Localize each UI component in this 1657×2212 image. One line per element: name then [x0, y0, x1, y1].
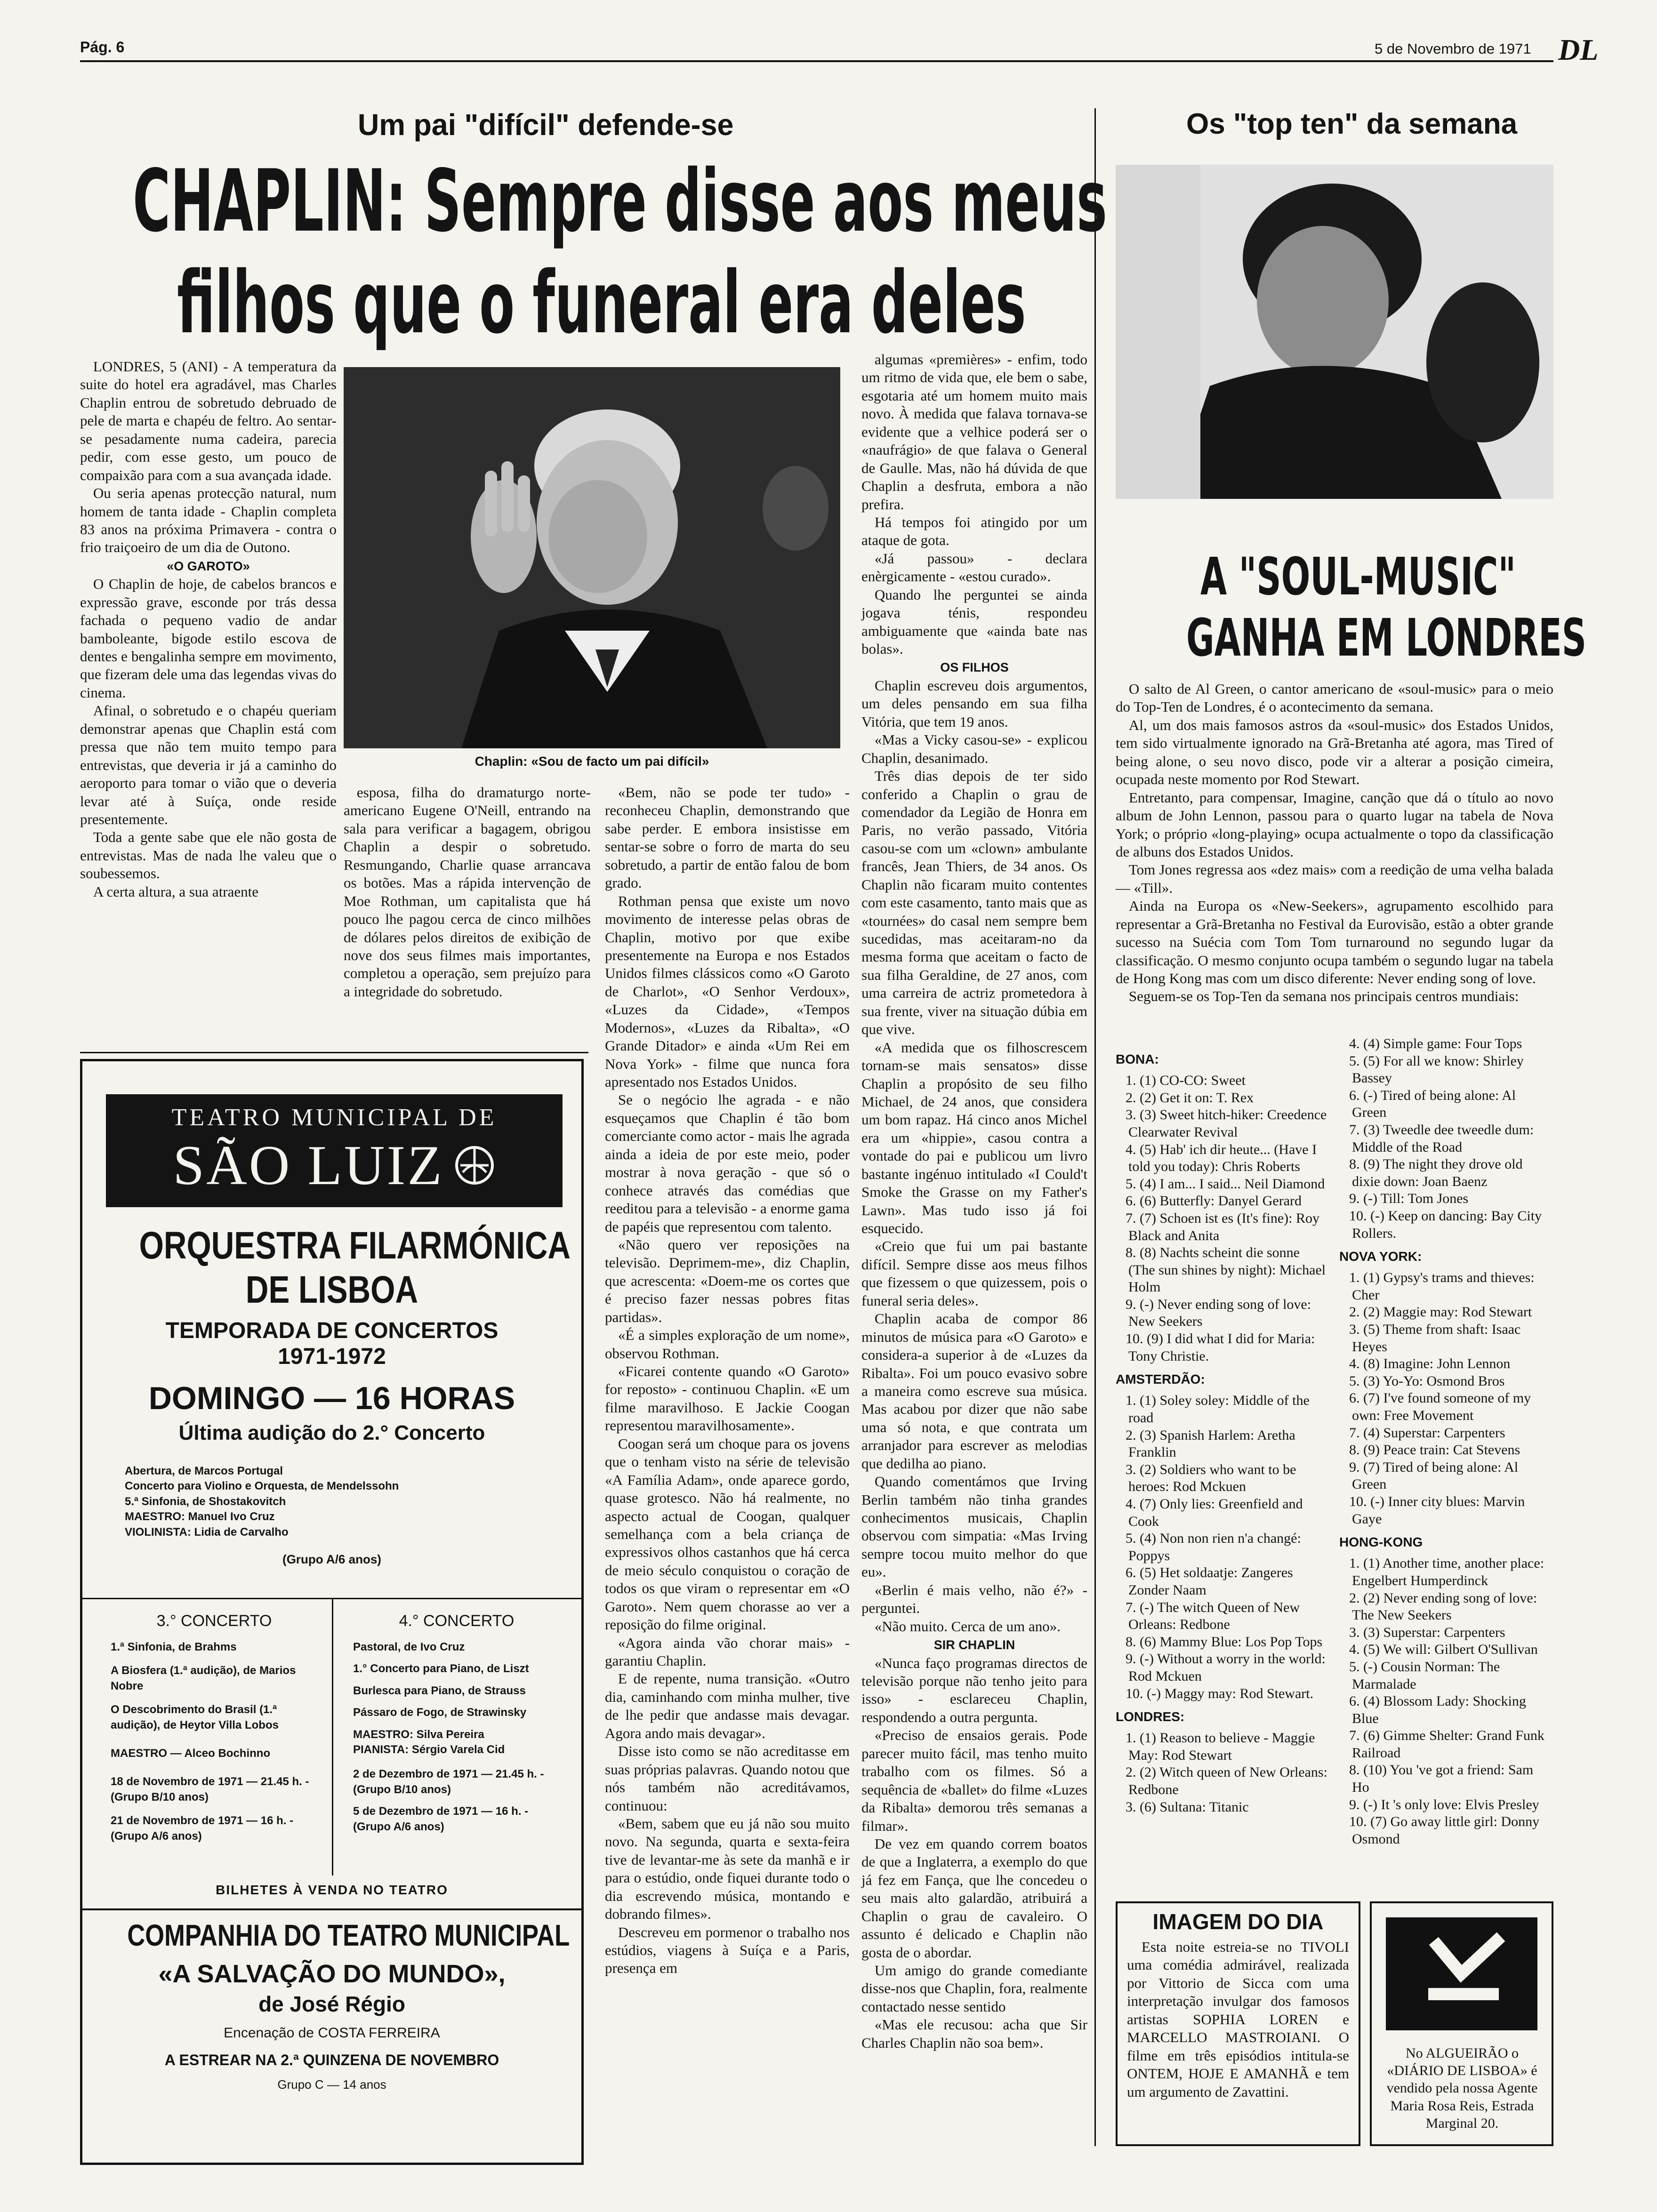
- chart-entry: 9. (-) Till: Tom Jones: [1349, 1191, 1469, 1207]
- article-col1-top: [80, 358, 337, 901]
- concert4-item: 5 de Dezembro de 1971 — 16 h. - (Grupo A/6 anos): [353, 1805, 529, 1833]
- article-col4: [861, 351, 1087, 2052]
- play-author: de José Régio: [258, 1992, 405, 2016]
- paragraph: Disse isto como se não acreditasse em suas próprias palavras. Quando notou que nós também não acreditávamos, continuou:: [605, 1743, 850, 1814]
- chart-entry: 2. (2) Get it on: T. Rex: [1126, 1090, 1254, 1106]
- article-col2: [344, 784, 591, 1001]
- paragraph: «É a simples exploração de um nome», observou Rothman.: [605, 1327, 850, 1362]
- chart-entry: 9. (7) Tired of being alone: Al Green: [1349, 1459, 1519, 1492]
- paragraph: A certa altura, a sua atraente: [93, 883, 259, 900]
- company-block: [82, 1918, 581, 2092]
- orchestra-line2: DE LISBOA: [245, 1268, 418, 1311]
- subhead-os-filhos: OS FILHOS: [940, 660, 1009, 675]
- paragraph: algumas «premières» - enfim, todo um ritmo de vida que, ele bem o sabe, esgotaria até um homem muito mais novo. À medida que falava tornava-se evidente que a velhice poderá ser o «naufrágio» de que falava o General de Gaulle. Mas, não há dúvida de que Chaplin a desfruta, embora a não prefira.: [861, 351, 1087, 513]
- city-new-york: NOVA YORK:: [1339, 1249, 1422, 1264]
- paragraph: Seguem-se os Top-Ten da semana nos principais centros mundiais:: [1128, 988, 1519, 1005]
- chart-entry: 6. (4) Blossom Lady: Shocking Blue: [1349, 1693, 1526, 1726]
- paragraph: esposa, filha do dramaturgo norte-americano Eugene O'Neill, entrando na sala para verificar a bagagem, obrigou Chaplin a despir o sobretudo. Resmungando, Charlie quase arrancava os botões. Mas a rápida intervenção de Moe Rothman, um capitalista que há pouco lhe pagou cerca de cinco milhões de dólares pelos direitos de exibição de nove dos seus filmes mais importantes, completou a operação, sem prejuízo para a integridade do sobretudo.: [344, 784, 591, 1000]
- concert-day-time: DOMINGO — 16 HORAS: [148, 1380, 515, 1416]
- program-item: VIOLINISTA: Lidia de Carvalho: [125, 1525, 289, 1539]
- paragraph: Afinal, o sobretudo e o chapéu queriam demonstrar apenas que Chaplin está com pressa que não tem muito tempo para entrevistas, que deveria ir já a caminho do aeroporto para tomar o vião que o deveria levar até à Suíça, onde reside presentemente.: [80, 702, 337, 827]
- paragraph: Quando comentámos que Irving Berlin também não tinha grandes conhecimentos musicais, Chaplin observou com simpatia: «Mas Irving sempre tocou muito melhor do que eu».: [861, 1473, 1087, 1580]
- music-kicker: Os "top ten" da semana: [1186, 108, 1518, 140]
- paragraph: Coogan será um choque para os jovens que o tenham visto na série de televisão «A Família Adam», onde aparece gordo, quase grotesco. Não há realmente, no aspecto actual de Coogan, qualquer semelhança com a bela criança de expressivos olhos castanhos que há cerca de meio século conquistou o coração de todos os que viram o representar em «O Garoto». Nem quem chorasse ao ver a reposição do filme original.: [605, 1435, 850, 1633]
- promo-box: [1370, 1901, 1553, 2146]
- chart-entry: 6. (6) Butterfly: Danyel Gerard: [1126, 1193, 1302, 1209]
- season-line2: 1971-1972: [278, 1344, 386, 1369]
- chart-entry: 4. (5) We will: Gilbert O'Sullivan: [1349, 1642, 1538, 1658]
- concert3-item: A Biosfera (1.ª audição), de Marios Nobre: [111, 1664, 296, 1692]
- paragraph: «Nunca faço programas directos de televisão porque não tenho jeito para isso» - esclareceu Chaplin, respondendo a outra pergunta.: [861, 1654, 1087, 1725]
- concert3: [111, 1612, 318, 1844]
- page-number: Pág. 6: [80, 39, 125, 56]
- paragraph: Al, um dos mais famosos astros da «soul-music» dos Estados Unidos, tem sido virtualmente ignorado na Grã-Bretanha até agora, mas Tired of being alone, o seu novo disco, pode vir a alterar a posição cimeira, ocupada neste momento por Rod Stewart.: [1116, 716, 1553, 788]
- paragraph: «Bem, sabem que eu já não sou muito novo. Na segunda, quarta e sexta-feira tive de levantar-me às sete da manhã e ir para o estúdio, onde fiquei durante todo o dia escrevendo música, montando e dobrando filmes».: [605, 1815, 850, 1923]
- charts-col-left: [1116, 1045, 1330, 1816]
- play-staging: Encenação de COSTA FERREIRA: [224, 2025, 440, 2041]
- age-group: (Grupo A/6 anos): [282, 1552, 381, 1566]
- concert4-title: 4.° CONCERTO: [399, 1612, 515, 1630]
- paragraph: «Preciso de ensaios gerais. Pode parecer muito fácil, mas tenho muito trabalho com os filmes. Só a sequência de «ballet» do filme «Luzes da Ribalta» demorou três semanas a filmar».: [861, 1727, 1087, 1834]
- paragraph: «Ficarei contente quando «O Garoto» for reposto» - continuou Chaplin. «E um filme maravilhoso. E Jackie Coogan representou maravilhosamente».: [605, 1363, 850, 1434]
- play-age-group: Grupo C — 14 anos: [277, 2077, 386, 2092]
- concert4-item: Burlesca para Piano, de Strauss: [353, 1684, 526, 1697]
- subhead-o-garoto: «O GAROTO»: [167, 559, 250, 573]
- chart-entry: 8. (8) Nachts scheint die sonne (The sun shines by night): Michael Holm: [1126, 1245, 1326, 1295]
- music-headline-1: A "SOUL-MUSIC": [1200, 546, 1516, 607]
- chart-entry: 4. (8) Imagine: John Lennon: [1349, 1356, 1511, 1372]
- paragraph: Entretanto, para compensar, Imagine, canção que dá o título ao novo album de John Lennon, passou para o quarto lugar na tabela de Nova York; o próprio «long-playing» ocupa actualmente o topo da classificação de albuns dos Estados Unidos.: [1116, 789, 1553, 860]
- theatre-name-big: SÃO LUIZ: [173, 1134, 444, 1196]
- theatre-emblem-icon: [453, 1144, 496, 1186]
- theatre-name-small: TEATRO MUNICIPAL DE: [171, 1104, 497, 1131]
- singer-photo: [1116, 165, 1553, 499]
- paragraph: Há tempos foi atingido por um ataque de gota.: [861, 513, 1087, 549]
- chart-entry: 8. (10) You 've got a friend: Sam Ho: [1349, 1762, 1534, 1795]
- photo-caption: Chaplin: «Sou de facto um pai difícil»: [475, 754, 709, 769]
- chaplin-photo: [344, 367, 840, 748]
- paragraph: Toda a gente sabe que ele não gosta de entrevistas. Mas de nada lhe valeu que o soubessemos.: [80, 829, 337, 882]
- city-london: LONDRES:: [1116, 1709, 1185, 1724]
- chart-entry: 9. (-) Without a worry in the world: Rod Mckuen: [1126, 1651, 1326, 1684]
- program-item: Abertura, de Marcos Portugal: [125, 1465, 283, 1477]
- article-col3: [605, 784, 850, 1978]
- paragraph: Se o negócio lhe agrada - e não esqueçamos que Chaplin é tão bom comerciante como actor - mais lhe agrada ainda a ideia de por este meio, poder mostrar à nova geração - que só o conhece através das comédias que reeditou para a televisão - a enorme gama de papéis que representou com talento.: [605, 1091, 850, 1235]
- concert4-item: Pássaro de Fogo, de Strawinsky: [353, 1706, 527, 1719]
- paragraph: Descreveu em pormenor o trabalho nos estúdios, viagens à Suíça e a Paris, presença em: [605, 1923, 850, 1977]
- imagem-do-dia-box: [1116, 1901, 1360, 2146]
- chart-entry: 2. (2) Maggie may: Rod Stewart: [1349, 1304, 1532, 1320]
- publisher-logo-icon: [1386, 1917, 1537, 2030]
- concert4-item: Pastoral, de Ivo Cruz: [353, 1641, 465, 1653]
- paragraph: Três dias depois de ter sido conferido a Chaplin o grau de comendador da Legião de Honra em Paris, no verão passado, Vitória casou-se com um «clown» ambulante francês, Jean Thiers, de 34 anos. Os Chaplin não ficaram muito contentes com este casamento, tanto mais que as «tournées» do casal nem sempre bem sucedidas, mas aceitaram-no da mesma forma que aceitam o facto de sua filha Geraldine, de 27 anos, com uma carreira de actriz prometedora à sua frente, viver na situação dúbia em que vive.: [861, 768, 1087, 1038]
- chart-entry: 3. (5) Theme from shaft: Isaac Heyes: [1349, 1322, 1521, 1354]
- chart-entry: 10. (-) Maggy may: Rod Stewart.: [1126, 1685, 1314, 1701]
- chart-entry: 5. (-) Cousin Norman: The Marmalade: [1349, 1659, 1500, 1692]
- paragraph: O Chaplin de hoje, de cabelos brancos e expressão grave, esconde por trás dessa fachada o pequeno vadio de andar bamboleante, bigode estilo escova de dentes e bengalinha sempre em movimento, que fizeram dele uma das legendas vivas do cinema.: [80, 576, 337, 701]
- subhead-sir-chaplin: SIR CHAPLIN: [933, 1638, 1015, 1652]
- chart-entry: 1. (1) Gypsy's trams and thieves: Cher: [1349, 1270, 1535, 1303]
- paragraph: «Já passou» - declara enèrgicamente - «estou curado».: [861, 550, 1087, 585]
- paragraph: O salto de Al Green, o cantor americano de «soul-music» para o meio do Top-Ten de Londres, é o acontecimento da semana.: [1116, 681, 1553, 715]
- paragraph: «A medida que os filhoscrescem tornam-se mais sensatos» disse Chaplin a propósito de seu filho Michael, de 24 anos, que considera um bom rapaz. Há cinco anos Michel era um «hippie», casou contra a vontade do pai e publicou um livro bastante ingénuo intitulado «I Could't Smoke the Grasse on my Father's Lawn». Mas tudo isso já foi esquecido.: [861, 1039, 1087, 1237]
- chaplin-portrait-icon: [344, 367, 840, 748]
- chart-entry: 6. (7) I've found someone of my own: Free Movement: [1349, 1390, 1531, 1424]
- chart-entry: 2. (2) Never ending song of love: The New Seekers: [1349, 1590, 1537, 1623]
- chart-entry: 3. (2) Soldiers who want to be heroes: Rod Mckuen: [1126, 1461, 1296, 1495]
- chart-entry: 1. (1) CO-CO: Sweet: [1126, 1073, 1246, 1089]
- chart-entry: 5. (4) I am... I said... Neil Diamond: [1126, 1176, 1325, 1192]
- program-item: MAESTRO: Manuel Ivo Cruz: [125, 1510, 275, 1523]
- paragraph: Quando lhe perguntei se ainda jogava ténis, respondeu ambiguamente que «ainda bate nas bolas».: [861, 586, 1087, 657]
- paragraph: LONDRES, 5 (ANI) - A temperatura da suite do hotel era agradável, mas Charles Chaplin entrou de sobretudo debruado de pele de marta e chapéu de feltro. Ao sentar-se pesadamente numa cadeira, parecia pedir, com esse gesto, um pouco de compaixão para com a sua avançada idade.: [80, 358, 337, 483]
- singer-portrait-icon: [1116, 165, 1553, 499]
- music-intro: [1116, 680, 1553, 1006]
- concert4-item: PIANISTA: Sérgio Varela Cid: [353, 1743, 505, 1756]
- promo-logo: [1386, 1917, 1537, 2030]
- concert3-item: O Descobrimento do Brasil (1.ª audição), de Heytor Villa Lobos: [111, 1703, 279, 1731]
- program-item: Concerto para Violino e Orquesta, de Mendelssohn: [125, 1480, 399, 1493]
- paragraph: «Não muito. Cerca de um ano».: [874, 1618, 1061, 1635]
- chart-entry: 7. (-) The witch Queen of New Orleans: Redbone: [1126, 1599, 1300, 1633]
- chart-entry: 1. (1) Another time, another place: Engelbert Humperdinck: [1349, 1555, 1544, 1588]
- paragraph: Rothman pensa que existe um novo movimento de interesse pelas obras de Chaplin, motivo por que exibe presentemente na Europa e nos Estados Unidos filmes clássicos como «O Garoto de Charlot», «O Senhor Verdoux», «Luzes da Cidade», «Tempos Modernos», «Luzes da Ribalta», «O Grande Ditador» e ainda «Um Rei em Nova York» - filme que nunca fora apresentado nos Estados Unidos.: [605, 892, 850, 1090]
- concert3-item: 18 de Novembro de 1971 — 21.45 h. - (Grupo B/10 anos): [111, 1775, 309, 1803]
- ad-col-rule: [332, 1598, 333, 1875]
- paragraph: «Mas ele recusou: acha que Sir Charles Chaplin não soa bem».: [861, 2016, 1087, 2051]
- chart-entry: 2. (3) Spanish Harlem: Aretha Franklin: [1126, 1427, 1295, 1460]
- chart-entry: 10. (7) Go away little girl: Donny Osmond: [1349, 1814, 1540, 1847]
- chart-entry: 9. (-) It 's only love: Elvis Presley: [1349, 1796, 1539, 1812]
- chart-entry: 3. (3) Superstar: Carpenters: [1349, 1624, 1505, 1640]
- concert3-item: 1.ª Sinfonia, de Brahms: [111, 1641, 237, 1653]
- chart-entry: 3. (6) Sultana: Titanic: [1126, 1799, 1249, 1815]
- theatre-ad: [80, 1059, 584, 2165]
- chart-entry: 7. (3) Tweedle dee tweedle dum: Middle of the Road: [1349, 1122, 1534, 1155]
- paragraph: Chaplin escreveu dois argumentos, um deles pensando em sua filha Vitória, que tem 19 anos.: [861, 677, 1087, 730]
- city-bona: BONA:: [1116, 1052, 1159, 1066]
- ad-top-rule: [80, 1052, 588, 1053]
- chart-entry: 4. (4) Simple game: Four Tops: [1349, 1036, 1522, 1051]
- concert4-item: 2 de Dezembro de 1971 — 21.45 h. - (Grupo B/10 anos): [353, 1768, 544, 1796]
- music-headline-2: GANHA EM LONDRES: [1186, 608, 1587, 668]
- article-headline-1: CHAPLIN: Sempre disse aos meus: [133, 151, 1107, 251]
- promo-text: No ALGUEIRÃO o «DIÁRIO DE LISBOA» é vendido pela nossa Agente Maria Rosa Reis, Estrada Marginal 20.: [1386, 2045, 1538, 2131]
- paragraph: Tom Jones regressa aos «dez mais» com a reedição de uma velha balada — «Till».: [1116, 861, 1553, 896]
- paragraph: Chaplin acaba de compor 86 minutos de música para «O Garoto» e considera-a superior à de «Luzes da Ribalta». Foi um pouco evasivo sobre a maneira como escreve sua música. Mas acabou por dizer que não sabe uma só nota, e que contrata um arranjador para escrever as melodias que dedilha ao piano.: [861, 1310, 1087, 1472]
- city-hong-kong: HONG-KONG: [1339, 1535, 1423, 1550]
- concert4: [353, 1612, 560, 1835]
- paragraph: Um amigo do grande comediante disse-nos que Chaplin, fora, realmente contactado nesse sentido: [861, 1962, 1087, 2015]
- concert3-item: 21 de Novembro de 1971 — 16 h. - (Grupo A/6 anos): [111, 1814, 294, 1843]
- paragraph: «Agora ainda vão chorar mais» - garantiu Chaplin.: [605, 1634, 850, 1669]
- chart-entry: 9. (-) Never ending song of love: New Seekers: [1126, 1296, 1311, 1330]
- paragraph: Ainda na Europa os «New-Seekers», agrupamento escolhido para representar a Grã-Bretanha no Festival da Eurovisão, estão a obter grande sucesso na Suécia com Tom Tom turnaround no segundo lugar da classificação. O mesmo conjunto ocupa também o segundo lugar na tabela de Hong Kong mas com um disco diferente: Never ending song of love.: [1116, 898, 1553, 986]
- last-audition: Última audição do 2.° Concerto: [178, 1421, 485, 1444]
- article-kicker: Um pai "difícil" defende-se: [358, 108, 734, 142]
- tickets-note: BILHETES À VENDA NO TEATRO: [216, 1883, 448, 1897]
- ad-lower-rule: [82, 1908, 581, 1910]
- chart-entry: 3. (3) Sweet hitch-hiker: Creedence Clearwater Revival: [1126, 1107, 1327, 1140]
- chart-entry: 6. (5) Het soldaatje: Zangeres Zonder Naam: [1126, 1565, 1293, 1598]
- article-headline-2: filhos que o funeral era deles: [177, 253, 1026, 353]
- theatre-name-row: [106, 1131, 563, 1199]
- chart-entry: 5. (4) Non non rien n'a changé: Poppys: [1126, 1531, 1301, 1563]
- chart-entry: 4. (5) Hab' ich dir heute... (Have I told you today): Chris Roberts: [1126, 1141, 1317, 1175]
- concert3-title: 3.° CONCERTO: [156, 1612, 272, 1630]
- paragraph: E de repente, numa transição. «Outro dia, caminhando com minha mulher, tive de lhe pedir que andasse mais devagar. Agora ando mais devagar».: [605, 1670, 850, 1741]
- imagem-text: Esta noite estreia-se no TIVOLI uma comédia admirável, realizada por Vittorio de Sicca com uma interpretação invulgar dos famosos artistas SOPHIA LOREN e MARCELLO MASTROIANI. O filme em três episódios intitula-se ONTEM, HOJE E AMANHÃ e tem um argumento de Zavattini.: [1127, 1939, 1349, 2100]
- company-name: COMPANHIA DO TEATRO MUNICIPAL: [127, 1918, 570, 1952]
- program-item: 5.ª Sinfonia, de Shostakovitch: [125, 1495, 286, 1508]
- charts-col-right: [1339, 1035, 1553, 1848]
- paragraph: «Não quero ver reposições na televisão. Deprimem-me», diz Chaplin, que acrescenta: «Doem-me os cortes que é preciso fazer nessas pobres fitas partidas».: [605, 1236, 850, 1325]
- city-amsterdam: AMSTERDÃO:: [1116, 1372, 1205, 1387]
- concert4-item: 1.° Concerto para Piano, de Liszt: [353, 1662, 529, 1675]
- header-rule: [80, 60, 1553, 62]
- play-title: «A SALVAÇÃO DO MUNDO»,: [158, 1960, 506, 1988]
- theatre-banner: [106, 1094, 563, 1207]
- orchestra-line1: ORQUESTRA FILARMÓNICA: [139, 1224, 571, 1267]
- paragraph: «Mas a Vicky casou-se» - explicou Chaplin, desanimado.: [861, 731, 1087, 766]
- chart-entry: 5. (5) For all we know: Shirley Bassey: [1349, 1053, 1524, 1086]
- chart-entry: 1. (1) Reason to believe - Maggie May: Rod Stewart: [1126, 1730, 1315, 1763]
- paragraph: Ou seria apenas protecção natural, num homem de tanta idade - Chaplin completa 83 anos na próxima Primavera - contra o frio traiçoeiro de um dia de Outono.: [80, 485, 337, 556]
- chart-entry: 7. (4) Superstar: Carpenters: [1349, 1425, 1505, 1441]
- paragraph: «Bem, não se pode ter tudo» - reconheceu Chaplin, demonstrando que sabe perder. E embora insistisse em sentar-se sobre o forro de marta do seu sobretudo, a partir de então falou de bom grado.: [605, 784, 850, 891]
- chart-entry: 4. (7) Only lies: Greenfield and Cook: [1126, 1496, 1303, 1529]
- chart-entry: 10. (-) Inner city blues: Marvin Gaye: [1349, 1494, 1525, 1527]
- concert3-item: MAESTRO — Alceo Bochinno: [111, 1747, 271, 1760]
- chart-entry: 8. (9) The night they drove old dixie down: Joan Baenz: [1349, 1156, 1523, 1189]
- chart-entry: 10. (9) I did what I did for Maria: Tony Christie.: [1126, 1331, 1315, 1364]
- paragraph: De vez em quando correm boatos de que a Inglaterra, a exemplo do que já fez em Fança, que lhe concedeu o seu mais alto galardão, atribuirá a Chaplin o grau de cavaleiro. O assunto é delicado e Chaplin não gosta de o abordar.: [861, 1835, 1087, 1961]
- newspaper-logo: DL: [1558, 33, 1599, 66]
- issue-date: 5 de Novembro de 1971: [1375, 40, 1531, 57]
- program-list: [125, 1464, 572, 1540]
- imagem-title: IMAGEM DO DIA: [1152, 1909, 1324, 1934]
- column-divider: [1094, 108, 1096, 2146]
- chart-entry: 5. (3) Yo-Yo: Osmond Bros: [1349, 1373, 1505, 1389]
- chart-entry: 7. (6) Gimme Shelter: Grand Funk Railroad: [1349, 1728, 1544, 1761]
- season-line1: TEMPORADA DE CONCERTOS: [165, 1318, 499, 1343]
- chart-entry: 8. (6) Mammy Blue: Los Pop Tops: [1126, 1634, 1323, 1650]
- paragraph: «Berlin é mais velho, não é?» - perguntei.: [861, 1581, 1087, 1617]
- chart-entry: 1. (1) Soley soley: Middle of the road: [1126, 1393, 1310, 1426]
- concert4-item: MAESTRO: Silva Pereira: [353, 1728, 484, 1741]
- chart-entry: 7. (7) Schoen ist es (It's fine): Roy Black and Anita: [1126, 1210, 1320, 1243]
- chart-entry: 2. (2) Witch queen of New Orleans: Redbone: [1126, 1764, 1327, 1798]
- paragraph: «Creio que fui um pai bastante difícil. Sempre disse aos meus filhos que fizessem o que quizessem, pois o funeral seria deles».: [861, 1238, 1087, 1309]
- chart-entry: 6. (-) Tired of being alone: Al Green: [1349, 1087, 1516, 1121]
- play-premiere: A ESTREAR NA 2.ª QUINZENA DE NOVEMBRO: [164, 2052, 499, 2068]
- chart-entry: 8. (9) Peace train: Cat Stevens: [1349, 1442, 1520, 1458]
- chart-entry: 10. (-) Keep on dancing: Bay City Rollers.: [1349, 1208, 1542, 1241]
